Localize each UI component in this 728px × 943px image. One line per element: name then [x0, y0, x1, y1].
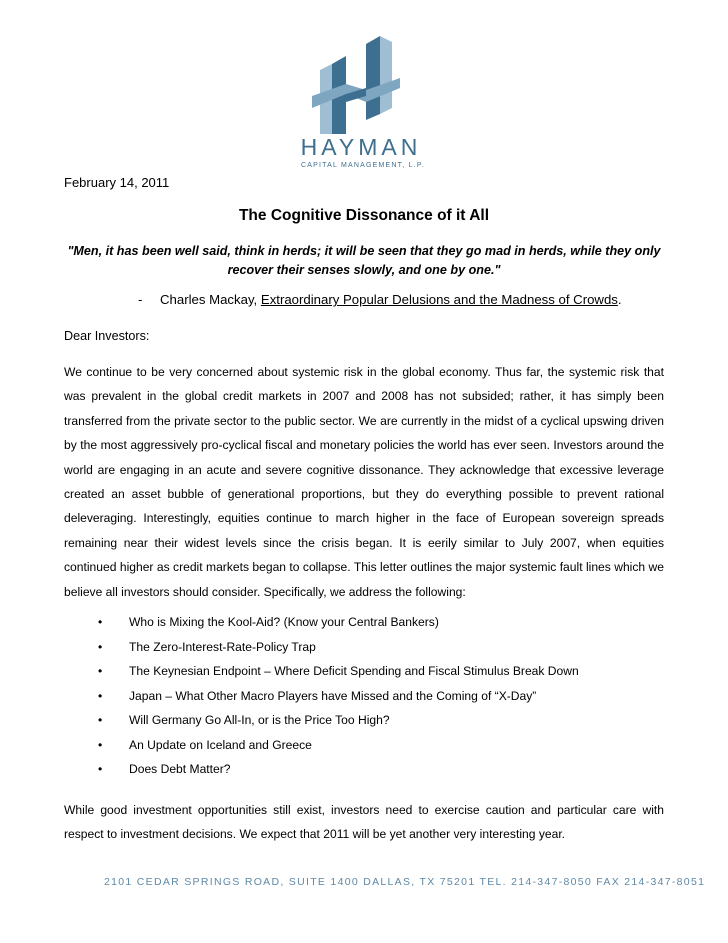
list-item-text: The Zero-Interest-Rate-Policy Trap [129, 639, 316, 654]
list-item-text: Who is Mixing the Kool-Aid? (Know your Central Bankers) [129, 615, 439, 629]
attribution-book-title: Extraordinary Popular Delusions and the Madness of Crowds [260, 292, 618, 307]
bullet-icon: • [98, 713, 103, 727]
list-item-text: Will Germany Go All-In, or is the Price Too High? [129, 713, 390, 727]
quote-attribution [138, 292, 622, 307]
list-item [64, 615, 664, 640]
letter-date: February 14, 2011 [64, 175, 170, 190]
hayman-logo [296, 36, 436, 178]
list-item [64, 640, 664, 665]
attribution-dash: - [138, 292, 143, 307]
footer-address: 2101 CEDAR SPRINGS ROAD, SUITE 1400 DALLAS, TX 75201 TEL. 214-347-8050 FAX 214-347-8051 [104, 876, 706, 888]
list-item [64, 738, 664, 763]
bullet-icon: • [98, 639, 103, 654]
hayman-h-mark-icon [304, 36, 424, 134]
bullet-icon: • [98, 762, 103, 776]
list-item-text: Does Debt Matter? [129, 762, 231, 776]
bullet-icon: • [98, 737, 103, 752]
attribution-period: . [617, 292, 622, 307]
list-item-text: The Keynesian Endpoint – Where Deficit Spending and Fiscal Stimulus Break Down [129, 664, 579, 678]
salutation: Dear Investors: [64, 329, 150, 343]
brand-name: HAYMAN [300, 134, 422, 160]
letter-title: The Cognitive Dissonance of it All [238, 207, 490, 224]
list-item [64, 664, 664, 689]
epigraph-quote: "Men, it has been well said, think in herds; it will be seen that they go mad in herds, while they only recover their senses slowly, and one by one." [67, 244, 661, 277]
body-paragraph-1: We continue to be very concerned about systemic risk in the global economy. Thus far, the systemic risk that was prevalent in the global credit markets in 2007 and 2008 has not subsided; rather, it has simply been transferred from the private sector to the public sector. We are currently in the midst of a cyclical upswing driven by the most aggressively pro-cyclical fiscal and monetary policies the world has ever seen. Investors around the world are engaging in an acute and severe cognitive dissonance. They acknowledge that excessive leverage created an asset bubble of generational proportions, but they do everything possible to prevent rational deleveraging. Interestingly, equities continue to march higher in the face of European sovereign spreads remaining near their widest levels since the crisis began. It is eerily similar to July 2007, when equities continued higher as credit markets began to collapse. This letter outlines the major systemic fault lines which we believe all investors should consider. Specifically, we address the following: [64, 365, 664, 599]
list-item [64, 762, 664, 787]
attribution-author: Charles Mackay, [160, 292, 258, 307]
bullet-icon: • [98, 664, 103, 678]
bullet-icon: • [98, 615, 103, 629]
list-item-text: Japan – What Other Macro Players have Missed and the Coming of “X-Day” [129, 688, 537, 703]
list-item [64, 713, 664, 738]
list-item [64, 689, 664, 714]
bullet-icon: • [98, 688, 103, 703]
body-paragraph-2: While good investment opportunities still exist, investors need to exercise caution and particular care with respect to investment decisions. We expect that 2011 will be yet another very interesting year. [64, 803, 664, 842]
brand-subtitle: CAPITAL MANAGEMENT, L.P. [301, 162, 425, 169]
list-item-text: An Update on Iceland and Greece [129, 737, 312, 752]
topics-list [64, 615, 664, 787]
